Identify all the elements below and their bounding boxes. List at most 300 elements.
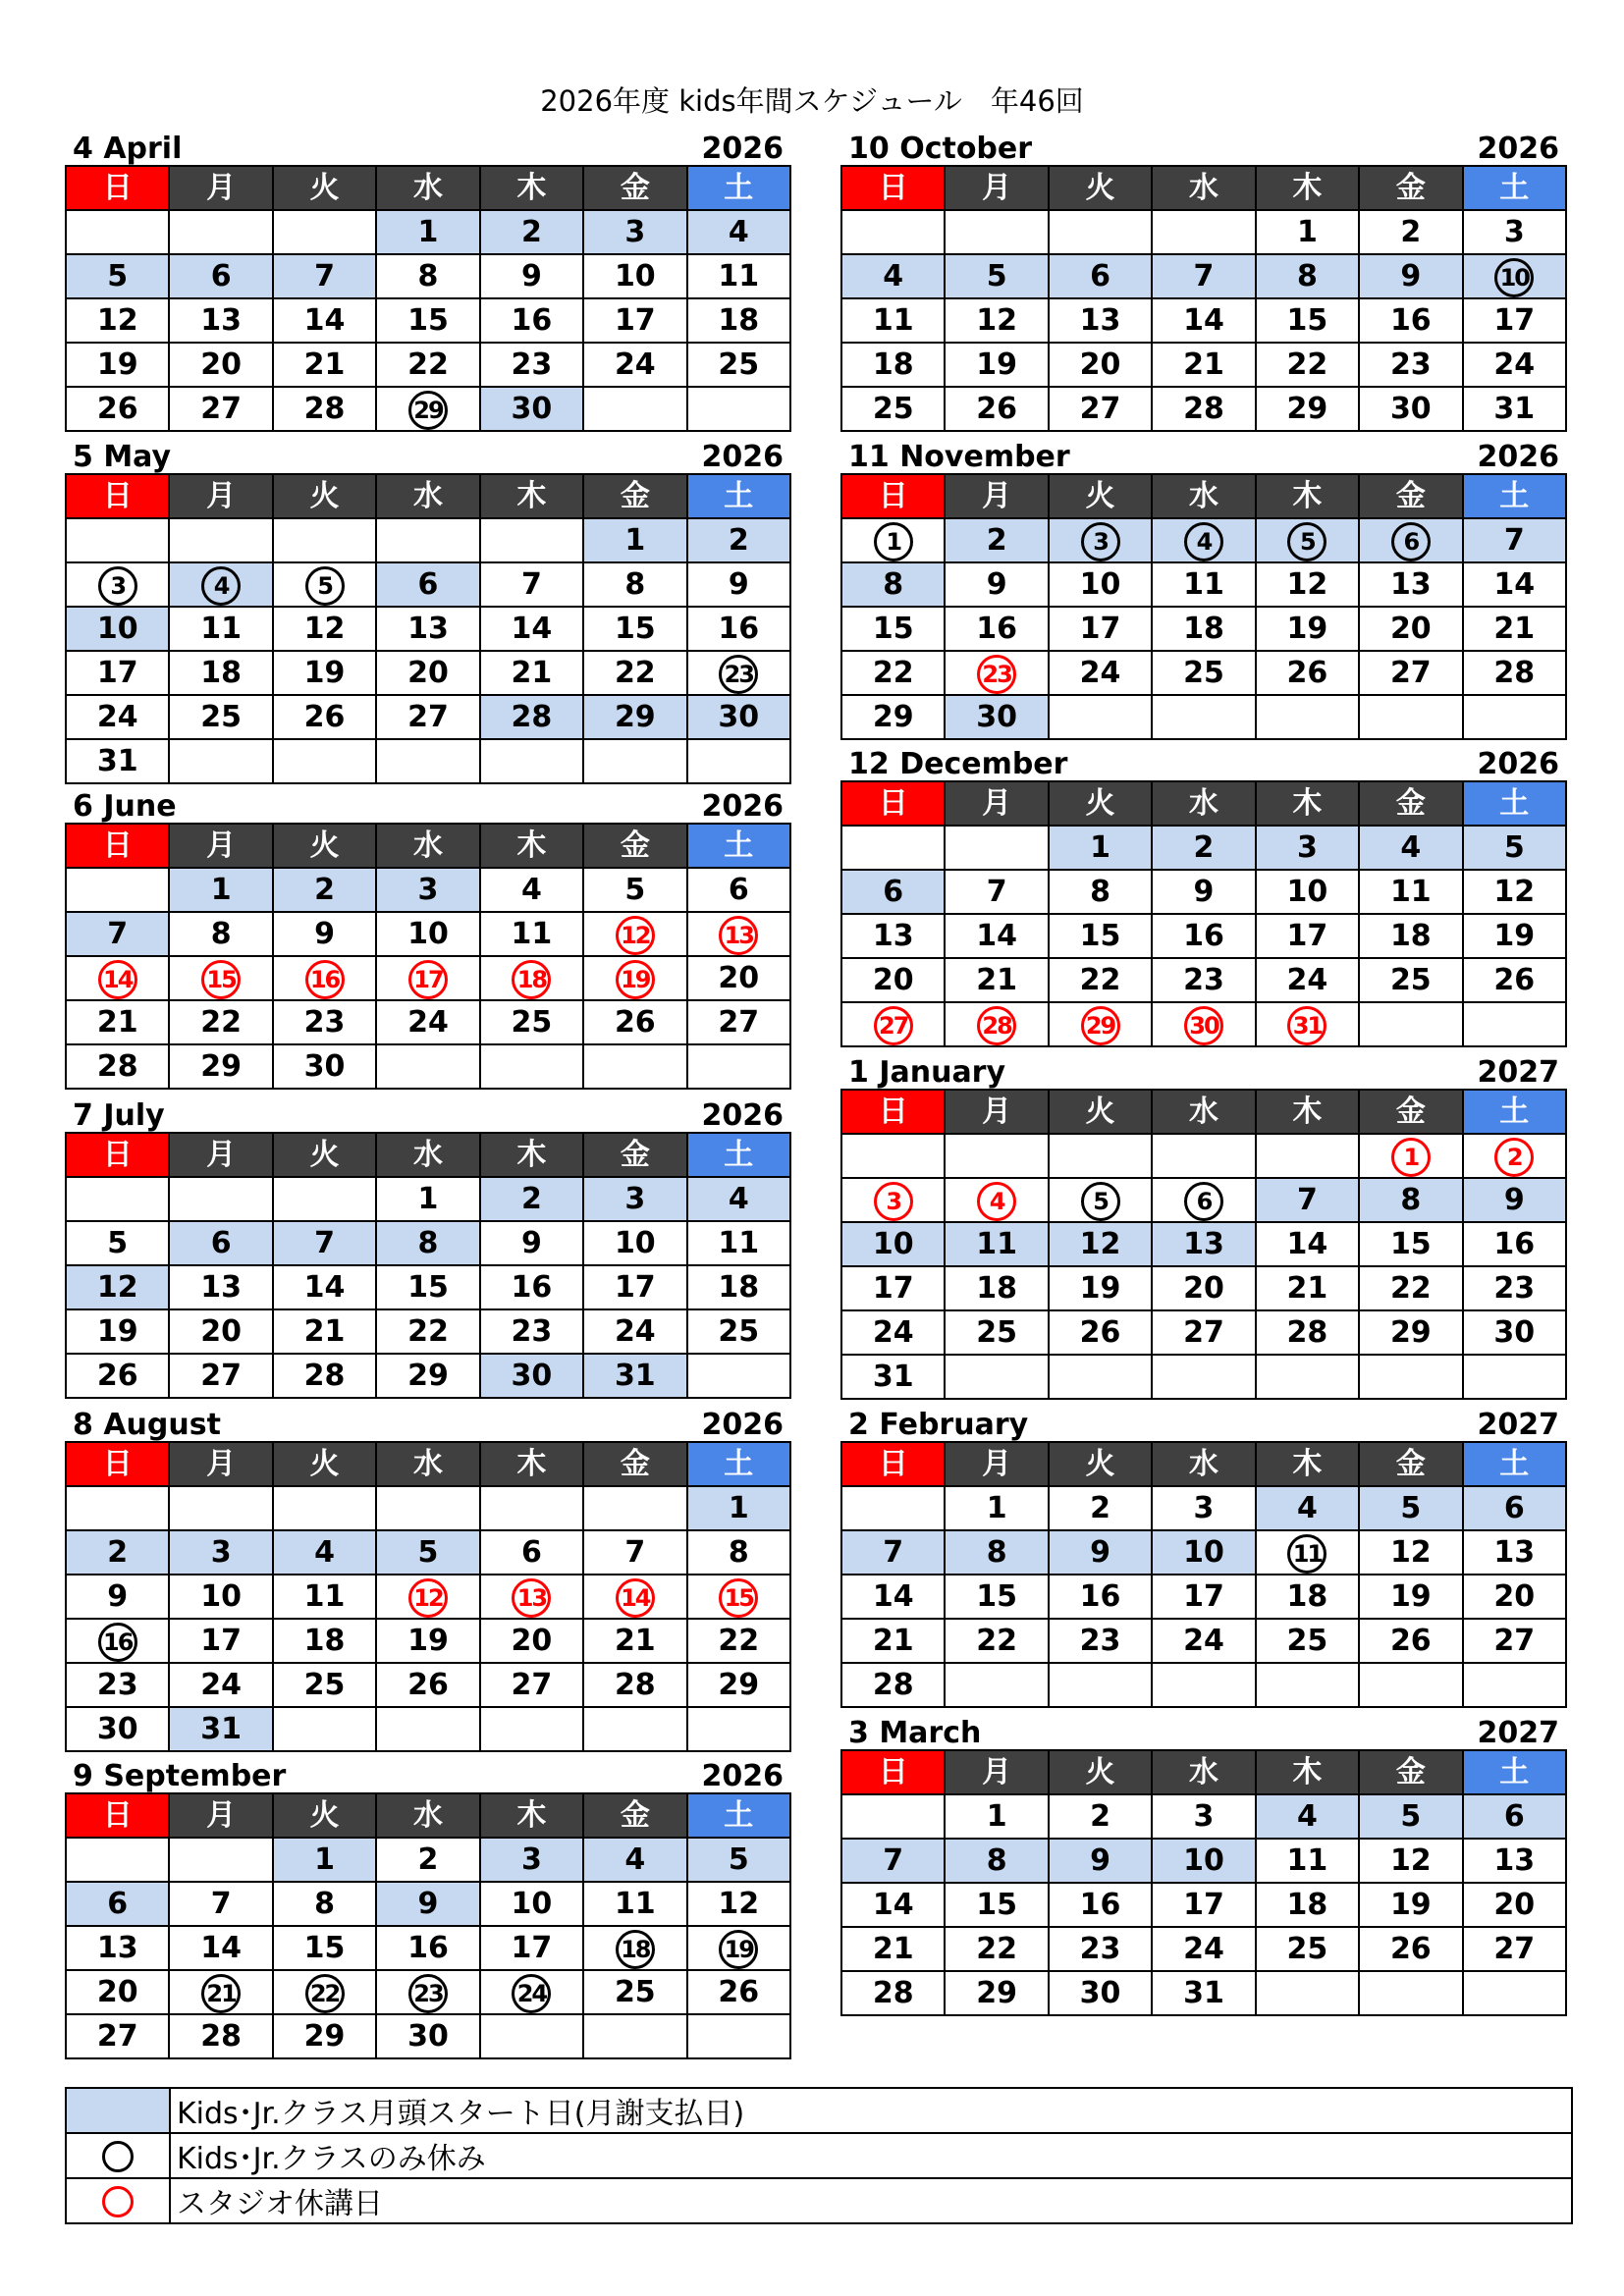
day-cell: 15 (583, 607, 686, 651)
week-row (66, 518, 790, 562)
month-table (65, 473, 791, 784)
day-cell (583, 956, 686, 1000)
week-row (841, 1266, 1566, 1310)
weekday-header: 火 (1049, 1442, 1152, 1486)
day-cell: 14 (273, 1265, 376, 1309)
day-cell: 10 (1049, 562, 1152, 607)
weekday-header: 水 (376, 824, 479, 868)
day-cell: 30 (687, 695, 790, 739)
empty-day-cell (1359, 1002, 1462, 1046)
day-cell: 23 (273, 1000, 376, 1044)
weekday-header: 金 (1359, 1442, 1462, 1486)
week-row (66, 1309, 790, 1354)
day-cell (169, 956, 272, 1000)
studio-closed-day: 14 (98, 960, 137, 999)
day-cell: 27 (687, 1000, 790, 1044)
studio-closed-day: 2 (1494, 1138, 1534, 1177)
month-table (65, 1441, 791, 1752)
day-cell: 22 (1049, 958, 1152, 1002)
weekday-header: 木 (480, 1793, 583, 1838)
day-cell: 16 (1463, 1222, 1566, 1266)
day-cell (376, 1575, 479, 1619)
studio-closed-day: 27 (874, 1006, 913, 1045)
day-cell: 28 (841, 1971, 945, 2015)
weekday-header: 土 (1463, 474, 1566, 518)
weekday-header: 水 (1152, 1750, 1255, 1794)
month-header (840, 130, 1567, 165)
day-cell: 23 (480, 1309, 583, 1354)
month-table (840, 1441, 1567, 1708)
month-header (840, 438, 1567, 473)
day-cell: 28 (169, 2014, 272, 2058)
weekday-header: 木 (480, 166, 583, 210)
day-cell (480, 956, 583, 1000)
week-row (66, 1265, 790, 1309)
day-cell: 11 (687, 1221, 790, 1265)
week-row (66, 1882, 790, 1926)
day-cell: 31 (841, 1355, 945, 1399)
day-cell: 2 (687, 518, 790, 562)
week-row (841, 1310, 1566, 1355)
weekday-header: 金 (583, 824, 686, 868)
week-row (841, 1883, 1566, 1927)
weekday-header: 火 (1049, 1090, 1152, 1134)
week-row (841, 1839, 1566, 1883)
week-row (66, 695, 790, 739)
month-header (840, 745, 1567, 780)
week-row (66, 651, 790, 695)
empty-day-cell (1359, 1971, 1462, 2015)
week-row (66, 868, 790, 912)
weekday-header-row (841, 1090, 1566, 1134)
day-cell (945, 1002, 1048, 1046)
day-cell: 21 (945, 958, 1048, 1002)
day-cell: 17 (480, 1926, 583, 1970)
month-header (65, 438, 791, 473)
weekday-header: 土 (1463, 1090, 1566, 1134)
day-cell: 1 (273, 1838, 376, 1882)
week-row (841, 518, 1566, 562)
week-row (66, 1000, 790, 1044)
day-cell: 13 (66, 1926, 169, 1970)
day-cell: 22 (841, 651, 945, 695)
day-cell: 9 (273, 912, 376, 956)
day-cell (273, 1970, 376, 2014)
day-cell: 12 (945, 298, 1048, 343)
empty-day-cell (1463, 1971, 1566, 2015)
empty-day-cell (1049, 1134, 1152, 1178)
day-cell: 24 (1152, 1619, 1255, 1663)
week-row (66, 1970, 790, 2014)
month-block (840, 745, 1567, 1047)
week-row (841, 210, 1566, 254)
day-cell: 21 (1256, 1266, 1359, 1310)
day-cell: 4 (687, 210, 790, 254)
studio-closed-day: 23 (977, 655, 1016, 694)
month-label: 10 October (848, 132, 1033, 166)
legend-row-start-day (66, 2088, 1572, 2133)
day-cell: 20 (1359, 607, 1462, 651)
week-row (841, 1794, 1566, 1839)
day-cell: 20 (480, 1619, 583, 1663)
day-cell: 3 (1463, 210, 1566, 254)
empty-day-cell (945, 826, 1048, 870)
day-cell: 24 (169, 1663, 272, 1707)
month-table (840, 1749, 1567, 2016)
day-cell: 23 (1359, 343, 1462, 387)
day-cell: 6 (480, 1530, 583, 1575)
legend-text: Kids･Jr.クラスのみ休み (170, 2133, 1572, 2178)
day-cell (583, 912, 686, 956)
studio-closed-day: 19 (616, 960, 655, 999)
empty-day-cell (945, 1355, 1048, 1399)
month-block (840, 1053, 1567, 1400)
month-block (65, 1406, 791, 1752)
day-cell: 2 (1049, 1486, 1152, 1530)
day-cell: 28 (1463, 651, 1566, 695)
day-cell: 23 (66, 1663, 169, 1707)
kids-off-day: 22 (305, 1974, 345, 2013)
week-row (841, 695, 1566, 739)
week-row (66, 912, 790, 956)
day-cell: 26 (1049, 1310, 1152, 1355)
weekday-header: 木 (1256, 474, 1359, 518)
weekday-header: 水 (1152, 1442, 1255, 1486)
day-cell: 25 (1256, 1619, 1359, 1663)
empty-day-cell (583, 739, 686, 783)
empty-day-cell (687, 1354, 790, 1398)
day-cell (66, 956, 169, 1000)
day-cell: 17 (169, 1619, 272, 1663)
weekday-header: 火 (1049, 781, 1152, 826)
day-cell: 25 (1256, 1927, 1359, 1971)
day-cell: 19 (1256, 607, 1359, 651)
start-day-swatch (66, 2088, 170, 2133)
day-cell: 19 (273, 651, 376, 695)
kids-off-day: 29 (408, 391, 448, 430)
day-cell: 24 (1049, 651, 1152, 695)
week-row (66, 1926, 790, 1970)
day-cell: 12 (1463, 870, 1566, 914)
day-cell: 4 (1256, 1794, 1359, 1839)
month-label: 1 January (848, 1055, 1006, 1090)
day-cell: 23 (480, 343, 583, 387)
studio-closed-day: 3 (874, 1182, 913, 1221)
empty-day-cell (1256, 695, 1359, 739)
empty-day-cell (376, 1486, 479, 1530)
empty-day-cell (376, 1044, 479, 1089)
day-cell: 22 (1359, 1266, 1462, 1310)
day-cell: 21 (841, 1619, 945, 1663)
day-cell: 5 (945, 254, 1048, 298)
month-year: 2026 (701, 440, 784, 474)
day-cell: 3 (1152, 1486, 1255, 1530)
month-year: 2026 (701, 132, 784, 166)
week-row (66, 956, 790, 1000)
day-cell: 28 (1152, 387, 1255, 431)
day-cell: 24 (1463, 343, 1566, 387)
week-row (841, 1134, 1566, 1178)
day-cell: 7 (273, 1221, 376, 1265)
day-cell: 3 (1152, 1794, 1255, 1839)
studio-closed-day: 16 (305, 960, 345, 999)
weekday-header: 土 (687, 474, 790, 518)
legend-text: スタジオ休講日 (170, 2178, 1572, 2223)
day-cell: 7 (1463, 518, 1566, 562)
empty-day-cell (1152, 210, 1255, 254)
day-cell: 30 (376, 2014, 479, 2058)
day-cell: 19 (1359, 1883, 1462, 1927)
weekday-header: 金 (1359, 1750, 1462, 1794)
day-cell: 20 (1463, 1575, 1566, 1619)
month-header (65, 130, 791, 165)
day-cell: 15 (841, 607, 945, 651)
day-cell: 7 (66, 912, 169, 956)
day-cell: 20 (169, 343, 272, 387)
week-row (841, 562, 1566, 607)
day-cell: 27 (1463, 1619, 1566, 1663)
weekday-header: 火 (273, 166, 376, 210)
day-cell: 22 (583, 651, 686, 695)
weekday-header-row (841, 1750, 1566, 1794)
weekday-header: 水 (376, 1793, 479, 1838)
week-row (66, 607, 790, 651)
day-cell: 11 (1256, 1839, 1359, 1883)
day-cell: 28 (273, 1354, 376, 1398)
day-cell: 26 (1463, 958, 1566, 1002)
day-cell: 9 (1152, 870, 1255, 914)
day-cell: 5 (376, 1530, 479, 1575)
day-cell: 2 (376, 1838, 479, 1882)
day-cell: 14 (480, 607, 583, 651)
day-cell: 9 (1359, 254, 1462, 298)
empty-day-cell (687, 1707, 790, 1751)
weekday-header: 月 (945, 474, 1048, 518)
weekday-header: 金 (1359, 781, 1462, 826)
week-row (66, 1177, 790, 1221)
day-cell: 21 (273, 343, 376, 387)
day-cell (1152, 518, 1255, 562)
day-cell: 16 (1152, 914, 1255, 958)
day-cell: 1 (945, 1794, 1048, 1839)
studio-closed-day: 31 (1287, 1006, 1326, 1045)
weekday-header: 日 (841, 474, 945, 518)
empty-day-cell (1359, 1663, 1462, 1707)
month-block (65, 1096, 791, 1399)
weekday-header: 土 (687, 1442, 790, 1486)
empty-day-cell (687, 739, 790, 783)
day-cell: 8 (1256, 254, 1359, 298)
empty-day-cell (1152, 695, 1255, 739)
weekday-header-row (841, 1442, 1566, 1486)
day-cell: 26 (66, 387, 169, 431)
weekday-header: 日 (841, 166, 945, 210)
day-cell: 21 (841, 1927, 945, 1971)
kids-off-day: 5 (1287, 522, 1326, 561)
kids-off-day: 1 (874, 522, 913, 561)
day-cell: 16 (480, 298, 583, 343)
week-row (66, 2014, 790, 2058)
day-cell: 7 (1256, 1178, 1359, 1222)
weekday-header: 月 (945, 1090, 1048, 1134)
day-cell: 21 (66, 1000, 169, 1044)
day-cell: 25 (1152, 651, 1255, 695)
legend-text: Kids･Jr.クラス月頭スタート日(月謝支払日) (170, 2088, 1572, 2133)
day-cell: 1 (945, 1486, 1048, 1530)
day-cell (1359, 518, 1462, 562)
day-cell: 14 (1152, 298, 1255, 343)
day-cell: 10 (1152, 1839, 1255, 1883)
month-label: 5 May (73, 440, 172, 474)
day-cell (583, 1926, 686, 1970)
weekday-header: 土 (1463, 166, 1566, 210)
weekday-header: 木 (480, 824, 583, 868)
day-cell: 5 (1359, 1486, 1462, 1530)
day-cell: 7 (945, 870, 1048, 914)
day-cell (1049, 1178, 1152, 1222)
day-cell: 9 (376, 1882, 479, 1926)
day-cell: 24 (376, 1000, 479, 1044)
day-cell (480, 1970, 583, 2014)
month-header (65, 787, 791, 823)
day-cell: 17 (1152, 1883, 1255, 1927)
weekday-header: 木 (1256, 1090, 1359, 1134)
studio-closed-day: 30 (1184, 1006, 1223, 1045)
day-cell: 13 (1152, 1222, 1255, 1266)
day-cell: 12 (1359, 1839, 1462, 1883)
empty-day-cell (841, 1134, 945, 1178)
weekday-header: 日 (841, 1442, 945, 1486)
day-cell: 19 (66, 343, 169, 387)
day-cell: 22 (945, 1927, 1048, 1971)
empty-day-cell (376, 1707, 479, 1751)
day-cell: 14 (841, 1883, 945, 1927)
empty-day-cell (480, 1044, 583, 1089)
day-cell: 18 (687, 298, 790, 343)
weekday-header: 火 (1049, 474, 1152, 518)
day-cell: 30 (1359, 387, 1462, 431)
empty-day-cell (1049, 1355, 1152, 1399)
day-cell: 12 (1359, 1530, 1462, 1575)
weekday-header-row (66, 824, 790, 868)
day-cell: 18 (1256, 1883, 1359, 1927)
kids-off-day: 21 (201, 1974, 241, 2013)
day-cell: 7 (583, 1530, 686, 1575)
empty-day-cell (273, 1707, 376, 1751)
day-cell: 8 (273, 1882, 376, 1926)
month-table (65, 165, 791, 432)
day-cell: 18 (945, 1266, 1048, 1310)
day-cell: 21 (480, 651, 583, 695)
day-cell (841, 518, 945, 562)
month-block (65, 787, 791, 1090)
day-cell: 2 (66, 1530, 169, 1575)
day-cell: 29 (169, 1044, 272, 1089)
day-cell: 20 (687, 956, 790, 1000)
day-cell: 11 (945, 1222, 1048, 1266)
empty-day-cell (1152, 1355, 1255, 1399)
month-label: 6 June (73, 789, 177, 824)
month-year: 2026 (701, 1408, 784, 1442)
black-circle-icon (102, 2141, 134, 2172)
empty-day-cell (1049, 695, 1152, 739)
week-row (841, 958, 1566, 1002)
day-cell: 30 (1463, 1310, 1566, 1355)
month-year: 2027 (1477, 1055, 1559, 1090)
empty-day-cell (169, 210, 272, 254)
day-cell: 6 (169, 254, 272, 298)
empty-day-cell (480, 739, 583, 783)
day-cell: 17 (1463, 298, 1566, 343)
day-cell: 7 (841, 1530, 945, 1575)
empty-day-cell (66, 1486, 169, 1530)
day-cell: 27 (169, 1354, 272, 1398)
day-cell: 16 (480, 1265, 583, 1309)
day-cell: 13 (376, 607, 479, 651)
day-cell: 3 (376, 868, 479, 912)
empty-day-cell (583, 387, 686, 431)
day-cell: 22 (945, 1619, 1048, 1663)
day-cell: 6 (687, 868, 790, 912)
day-cell: 21 (583, 1619, 686, 1663)
day-cell: 5 (1359, 1794, 1462, 1839)
day-cell: 6 (376, 562, 479, 607)
day-cell: 10 (841, 1222, 945, 1266)
week-row (841, 1002, 1566, 1046)
day-cell: 10 (480, 1882, 583, 1926)
weekday-header: 木 (480, 1442, 583, 1486)
day-cell: 18 (841, 343, 945, 387)
day-cell: 26 (273, 695, 376, 739)
empty-day-cell (169, 1177, 272, 1221)
day-cell: 29 (376, 1354, 479, 1398)
day-cell: 18 (169, 651, 272, 695)
empty-day-cell (1463, 1663, 1566, 1707)
week-row (66, 1663, 790, 1707)
day-cell: 10 (1152, 1530, 1255, 1575)
weekday-header: 月 (945, 166, 1048, 210)
day-cell: 1 (376, 210, 479, 254)
day-cell: 5 (66, 254, 169, 298)
week-row (841, 1575, 1566, 1619)
day-cell: 25 (687, 343, 790, 387)
kids-off-day: 10 (1494, 258, 1534, 297)
day-cell (66, 562, 169, 607)
day-cell: 3 (480, 1838, 583, 1882)
month-table (65, 1132, 791, 1399)
empty-day-cell (1049, 1663, 1152, 1707)
kids-off-day: 6 (1391, 522, 1431, 561)
weekday-header: 水 (1152, 1090, 1255, 1134)
day-cell: 6 (841, 870, 945, 914)
day-cell (376, 956, 479, 1000)
day-cell: 31 (1463, 387, 1566, 431)
weekday-header: 月 (169, 824, 272, 868)
weekday-header: 木 (1256, 1442, 1359, 1486)
weekday-header: 土 (687, 1133, 790, 1177)
month-year: 2026 (701, 1098, 784, 1133)
day-cell: 28 (583, 1663, 686, 1707)
weekday-header: 火 (273, 1793, 376, 1838)
day-cell: 17 (583, 1265, 686, 1309)
weekday-header: 金 (583, 1793, 686, 1838)
day-cell: 21 (1152, 343, 1255, 387)
empty-day-cell (1256, 1355, 1359, 1399)
day-cell: 13 (169, 1265, 272, 1309)
weekday-header: 金 (583, 1133, 686, 1177)
day-cell: 10 (376, 912, 479, 956)
day-cell: 3 (583, 1177, 686, 1221)
